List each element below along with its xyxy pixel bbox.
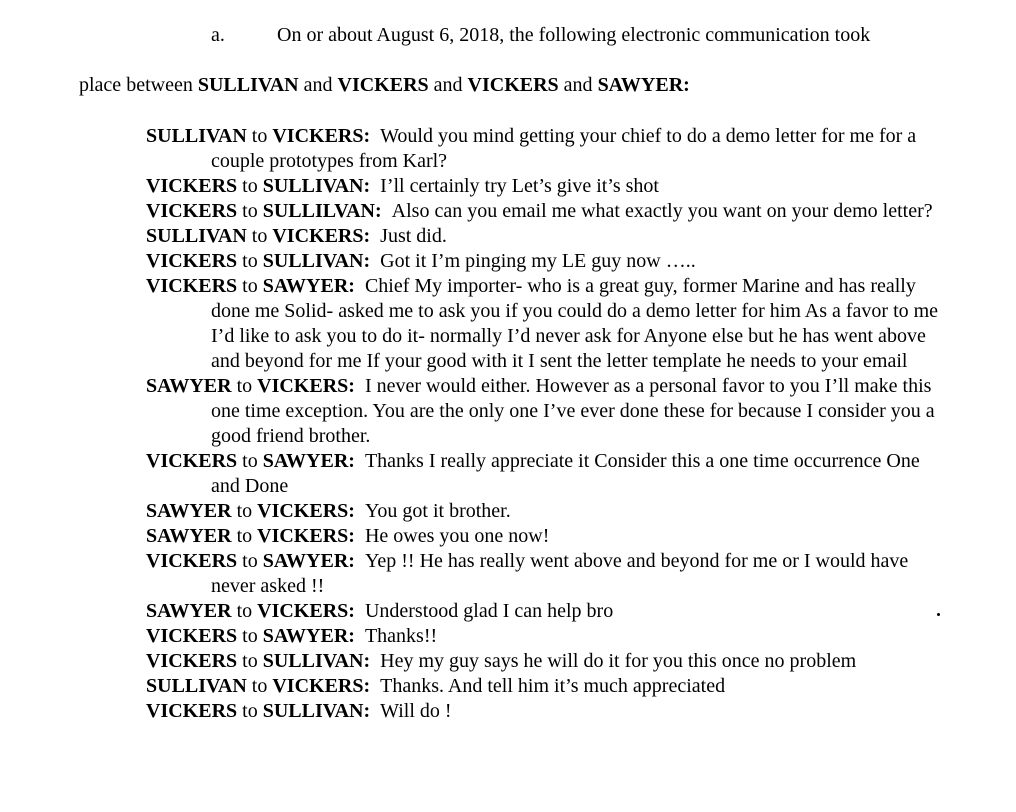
message-text: Thanks. And tell him it’s much appreciated	[380, 675, 726, 697]
message-text: Understood glad I can help bro	[364, 600, 614, 622]
message-text: Thanks!!	[364, 625, 438, 647]
conjunction: and	[558, 74, 598, 96]
to-word: to	[231, 600, 258, 622]
recipient-name: SAWYER	[262, 625, 349, 647]
paragraph-marker: a.	[211, 24, 225, 46]
party-name: SAWYER:	[597, 74, 690, 96]
message-entry: VICKERS to SULLILVAN: Also can you email me what exactly you want on your demo letter?	[146, 200, 933, 222]
recipient-name: VICKERS	[257, 500, 349, 522]
recipient-name: VICKERS	[272, 125, 364, 147]
party-name: SULLIVAN	[197, 74, 299, 96]
sender-name: SULLIVAN	[146, 125, 247, 147]
message-text: Will do !	[380, 700, 452, 722]
sender-name: VICKERS	[146, 450, 238, 472]
message-entry: VICKERS to SAWYER: Chief My importer- who is a great guy, former Marine and has really done me Solid- asked me to ask you if you could do a demo letter for him As a favor to me I’d like to ask you to do it- normally I’d never ask for Anyone else but he has went above and beyond for me If your good with it I sent the letter template he needs to your email	[146, 275, 939, 372]
message-text: Hey my guy says he will do it for you this once no problem	[380, 650, 857, 672]
sender-name: VICKERS	[146, 700, 238, 722]
to-word: to	[246, 125, 273, 147]
party-name: VICKERS	[467, 74, 559, 96]
recipient-name: VICKERS	[257, 600, 349, 622]
sender-name: VICKERS	[146, 275, 238, 297]
to-word: to	[231, 375, 258, 397]
sender-name: SULLIVAN	[146, 225, 247, 247]
recipient-name: SULLIVAN	[262, 700, 364, 722]
sender-name: VICKERS	[146, 175, 238, 197]
message-text: Thanks I really appreciate it Consider this a one time occurrence One and Done	[211, 450, 920, 497]
recipient-name: VICKERS	[272, 225, 364, 247]
message-entry: VICKERS to SULLIVAN: Will do !	[146, 700, 452, 722]
stray-mark	[937, 613, 940, 616]
message-entry: VICKERS to SAWYER: Thanks I really appreciate it Consider this a one time occurrence One and Done	[146, 450, 920, 497]
message-entry: SULLIVAN to VICKERS: Just did.	[146, 225, 447, 247]
message-text: You got it brother.	[364, 500, 511, 522]
sender-name: SULLIVAN	[146, 675, 247, 697]
message-text: I never would either. However as a personal favor to you I’ll make this one time exception. You are the only one I’ve ever done these for because I consider you a good friend brother.	[211, 375, 935, 447]
recipient-name: SULLIVAN	[262, 650, 364, 672]
sender-name: SAWYER	[146, 375, 232, 397]
sender-name: VICKERS	[146, 650, 238, 672]
to-word: to	[237, 650, 263, 672]
recipient-name: SAWYER	[262, 550, 349, 572]
message-text: Yep !! He has really went above and beyond for me or I would have never asked !!	[211, 550, 909, 597]
conjunction: and	[298, 74, 338, 96]
intro-text-continued: place between	[79, 74, 198, 96]
message-entry: VICKERS to SULLIVAN: I’ll certainly try Let’s give it’s shot	[146, 175, 659, 197]
sender-name: SAWYER	[146, 600, 232, 622]
message-entry: VICKERS to SAWYER: Thanks!!	[146, 625, 438, 647]
message-entry: SAWYER to VICKERS: Understood glad I can help bro	[146, 600, 614, 622]
recipient-name: SULLIVAN	[262, 250, 364, 272]
sender-name: VICKERS	[146, 625, 238, 647]
to-word: to	[231, 500, 258, 522]
to-word: to	[237, 275, 263, 297]
message-text: I’ll certainly try Let’s give it’s shot	[380, 175, 659, 197]
recipient-name: VICKERS	[257, 375, 349, 397]
recipient-name: SULLIVAN	[262, 175, 364, 197]
to-word: to	[237, 200, 263, 222]
message-entry: VICKERS to SAWYER: Yep !! He has really went above and beyond for me or I would have never asked !!	[146, 550, 909, 597]
to-word: to	[246, 225, 273, 247]
message-entry: SAWYER to VICKERS: He owes you one now!	[146, 525, 550, 547]
recipient-name: SAWYER	[262, 275, 349, 297]
intro-text: On or about August 6, 2018, the following electronic communication took	[277, 24, 871, 46]
message-entry: VICKERS to SULLIVAN: Got it I’m pinging my LE guy now …..	[146, 250, 696, 272]
recipient-name: SULLILVAN	[262, 200, 375, 222]
message-entry: VICKERS to SULLIVAN: Hey my guy says he will do it for you this once no problem	[146, 650, 857, 672]
sender-name: SAWYER	[146, 500, 232, 522]
message-text: Would you mind getting your chief to do a demo letter for me for a couple prototypes from Karl?	[211, 125, 917, 172]
message-text: Also can you email me what exactly you want on your demo letter?	[391, 200, 933, 222]
to-word: to	[231, 525, 258, 547]
message-entry: SAWYER to VICKERS: I never would either. However as a personal favor to you I’ll make this one time exception. You are the only one I’ve ever done these for because I consider you a good friend brother.	[146, 375, 935, 447]
to-word: to	[237, 700, 263, 722]
message-text: Just did.	[380, 225, 447, 247]
sender-name: VICKERS	[146, 250, 238, 272]
recipient-name: SAWYER	[262, 450, 349, 472]
to-word: to	[237, 450, 263, 472]
party-name: VICKERS	[337, 74, 429, 96]
to-word: to	[237, 250, 263, 272]
conjunction: and	[428, 74, 468, 96]
message-entry: SAWYER to VICKERS: You got it brother.	[146, 500, 511, 522]
to-word: to	[237, 625, 263, 647]
message-entry: SULLIVAN to VICKERS: Would you mind getting your chief to do a demo letter for me for a couple prototypes from Karl?	[146, 125, 917, 172]
to-word: to	[246, 675, 273, 697]
message-transcript	[146, 124, 946, 724]
to-word: to	[237, 175, 263, 197]
to-word: to	[237, 550, 263, 572]
message-text: He owes you one now!	[364, 525, 550, 547]
recipient-name: VICKERS	[272, 675, 364, 697]
recipient-name: VICKERS	[257, 525, 349, 547]
message-entry: SULLIVAN to VICKERS: Thanks. And tell him it’s much appreciated	[146, 675, 726, 697]
sender-name: SAWYER	[146, 525, 232, 547]
message-text: Got it I’m pinging my LE guy now …..	[380, 250, 696, 272]
sender-name: VICKERS	[146, 550, 238, 572]
message-text: Chief My importer- who is a great guy, former Marine and has really done me Solid- asked me to ask you if you could do a demo letter for him As a favor to me I’d like to ask you to do it- normally I’d never ask for Anyone else but he has went above and beyond for me If your good with it I sent the letter template he needs to your email	[211, 275, 939, 372]
sender-name: VICKERS	[146, 200, 238, 222]
intro-paragraph-line-2	[79, 73, 690, 98]
